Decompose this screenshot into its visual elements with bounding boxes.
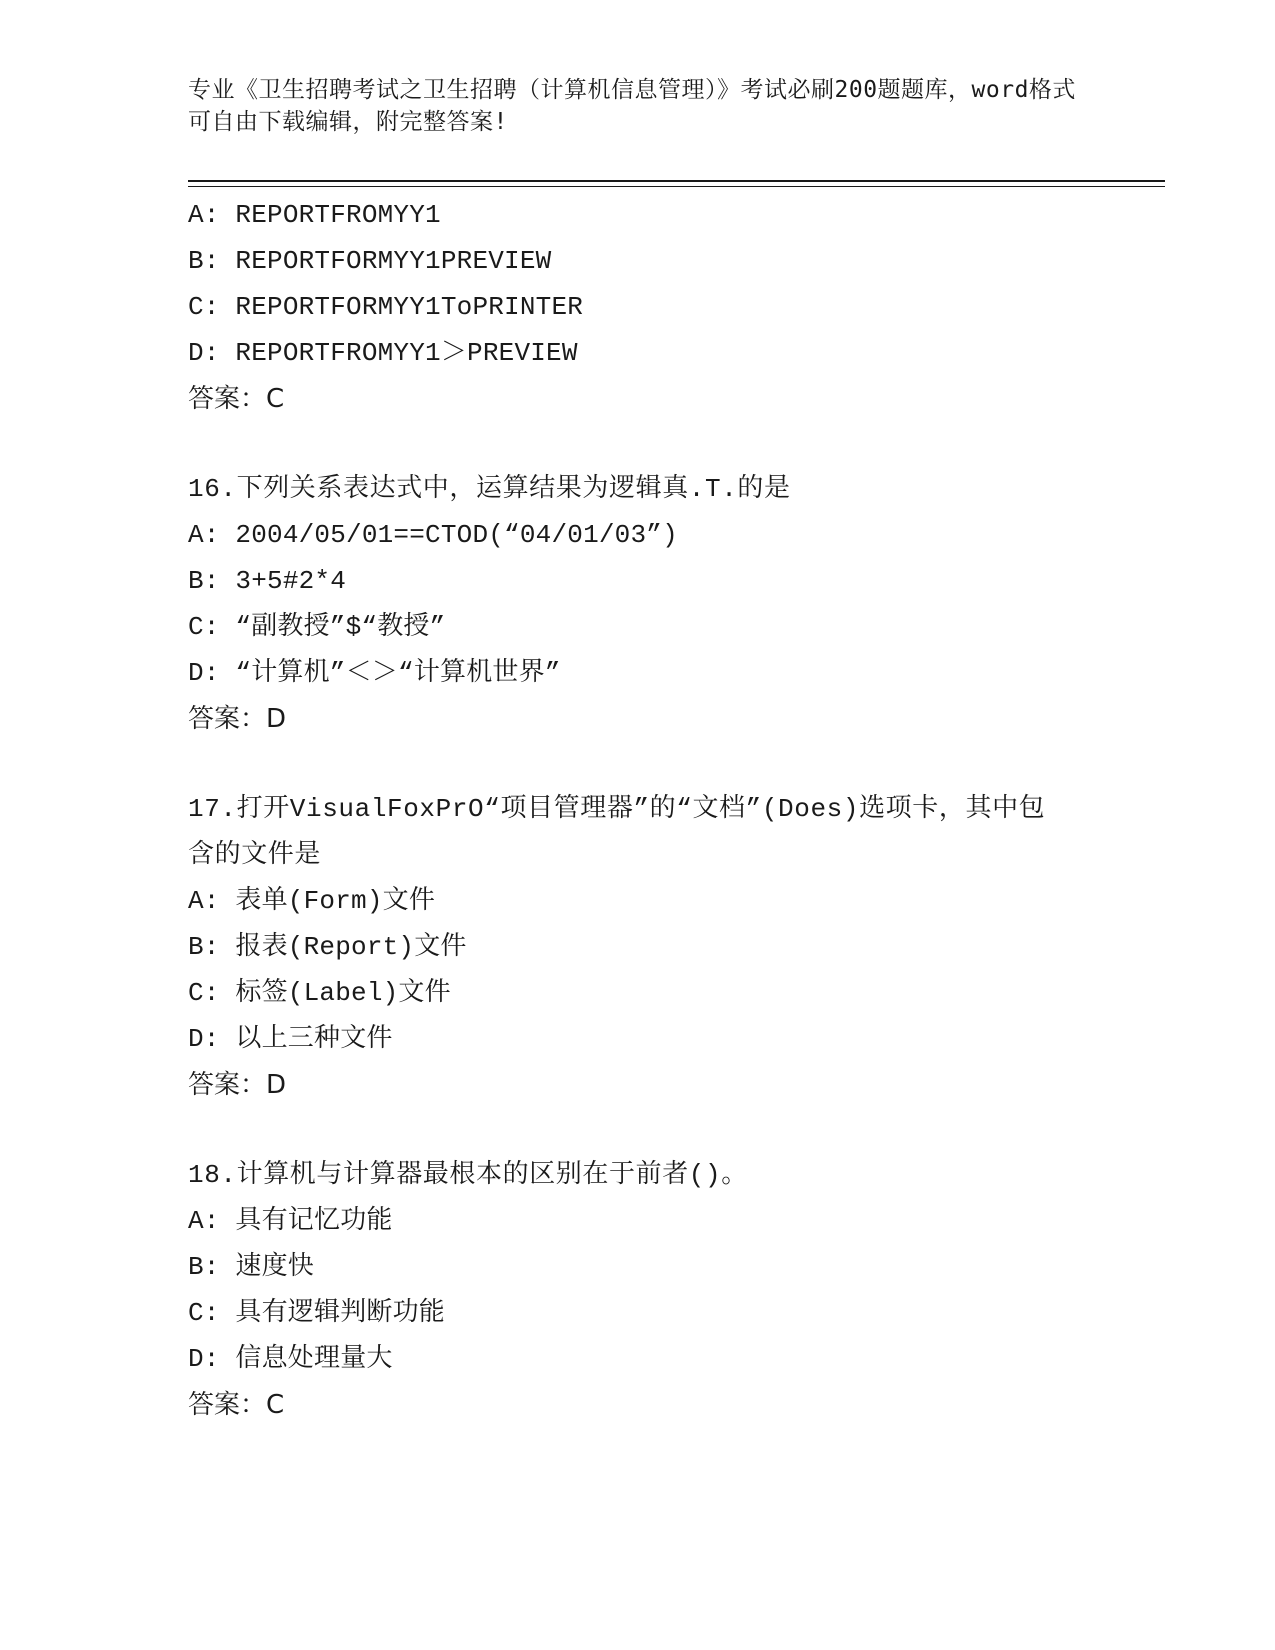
option-a: A: REPORTFROMYY1 xyxy=(188,200,441,230)
option-d: D: “计算机”＜＞“计算机世界” xyxy=(188,658,561,688)
option-b: B: 3+5#2*4 xyxy=(188,566,347,596)
option-d: D: 信息处理量大 xyxy=(188,1344,393,1374)
option-b: B: 报表(Report)文件 xyxy=(188,932,467,962)
option-a: A: 2004/05/01==CTOD(“04/01/03”) xyxy=(188,520,678,550)
question-18 xyxy=(188,1152,1148,1428)
answer-line: 答案：D xyxy=(188,1070,287,1100)
document-header: 专业《卫生招聘考试之卫生招聘（计算机信息管理）》考试必刷200题题库，word格式可自由下载编辑，附完整答案! xyxy=(188,77,1076,135)
question-stem: 18.计算机与计算器最根本的区别在于前者()。 xyxy=(188,1160,748,1190)
option-c: C: REPORTFORMYY1ToPRINTER xyxy=(188,292,584,322)
header-divider-thick xyxy=(188,180,1165,182)
question-list xyxy=(188,192,1148,1428)
header-divider-thin xyxy=(188,186,1165,187)
option-c: C: “副教授”$“教授” xyxy=(188,612,446,642)
answer-line: 答案：D xyxy=(188,704,287,734)
spacer xyxy=(188,742,1148,786)
question-stem: 16.下列关系表达式中，运算结果为逻辑真.T.的是 xyxy=(188,474,791,504)
option-c: C: 具有逻辑判断功能 xyxy=(188,1298,446,1328)
option-d: D: 以上三种文件 xyxy=(188,1024,393,1054)
question-stem: 17.打开VisualFoxPrO“项目管理器”的“文档”(Does)选项卡，其中包含的文件是 xyxy=(188,794,1046,870)
option-b: B: 速度快 xyxy=(188,1252,315,1282)
spacer xyxy=(188,422,1148,466)
option-c: C: 标签(Label)文件 xyxy=(188,978,451,1008)
option-a: A: 具有记忆功能 xyxy=(188,1206,393,1236)
question-15 xyxy=(188,192,1148,422)
option-b: B: REPORTFORMYY1PREVIEW xyxy=(188,246,552,276)
question-17 xyxy=(188,786,1148,1108)
answer-line: 答案：C xyxy=(188,1390,285,1420)
answer-line: 答案：C xyxy=(188,384,285,414)
option-a: A: 表单(Form)文件 xyxy=(188,886,436,916)
spacer xyxy=(188,1108,1148,1152)
option-d: D: REPORTFROMYY1＞PREVIEW xyxy=(188,338,578,368)
question-16 xyxy=(188,466,1148,742)
